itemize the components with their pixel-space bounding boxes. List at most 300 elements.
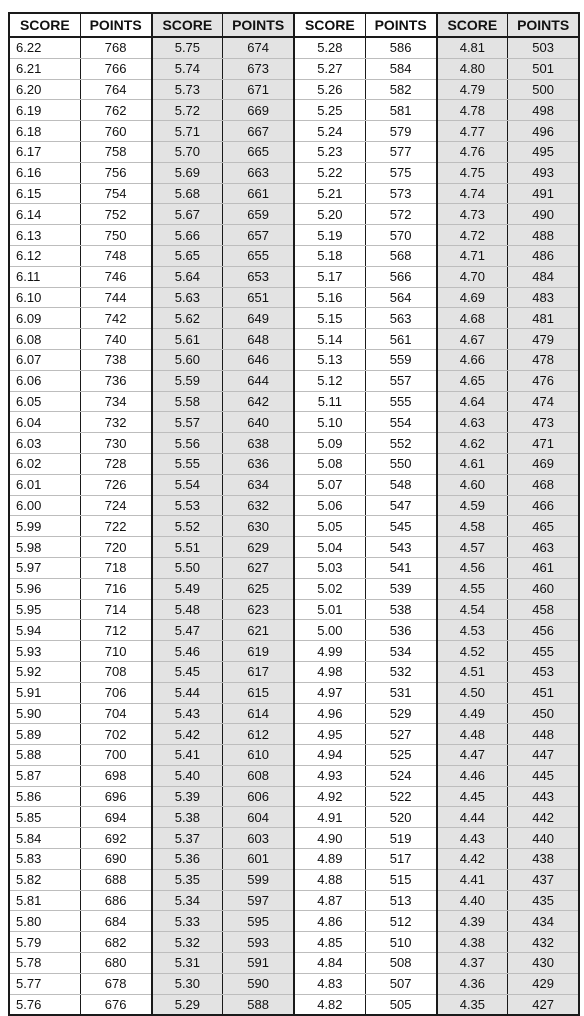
points-cell: 488 <box>508 225 579 246</box>
points-cell: 746 <box>80 266 151 287</box>
points-cell: 638 <box>223 433 294 454</box>
score-cell: 4.49 <box>437 703 508 724</box>
score-cell: 5.20 <box>294 204 365 225</box>
score-cell: 5.78 <box>9 953 80 974</box>
score-cell: 5.58 <box>152 391 223 412</box>
table-row <box>9 849 579 870</box>
score-cell: 5.68 <box>152 183 223 204</box>
score-cell: 4.57 <box>437 537 508 558</box>
points-cell: 581 <box>365 100 436 121</box>
score-cell: 6.17 <box>9 141 80 162</box>
score-cell: 5.40 <box>152 765 223 786</box>
score-cell: 5.22 <box>294 162 365 183</box>
score-cell: 4.91 <box>294 807 365 828</box>
score-cell: 5.48 <box>152 599 223 620</box>
score-cell: 4.45 <box>437 786 508 807</box>
score-cell: 4.65 <box>437 370 508 391</box>
score-cell: 5.60 <box>152 349 223 370</box>
points-cell: 734 <box>80 391 151 412</box>
score-cell: 6.22 <box>9 37 80 58</box>
points-cell: 612 <box>223 724 294 745</box>
points-cell: 550 <box>365 453 436 474</box>
score-cell: 5.29 <box>152 994 223 1015</box>
points-cell: 496 <box>508 121 579 142</box>
score-cell: 5.06 <box>294 495 365 516</box>
points-cell: 648 <box>223 329 294 350</box>
points-cell: 463 <box>508 537 579 558</box>
score-cell: 5.32 <box>152 932 223 953</box>
score-cell: 4.61 <box>437 453 508 474</box>
score-cell: 5.57 <box>152 412 223 433</box>
points-cell: 545 <box>365 516 436 537</box>
points-cell: 515 <box>365 869 436 890</box>
points-cell: 702 <box>80 724 151 745</box>
table-row <box>9 765 579 786</box>
score-cell: 6.18 <box>9 121 80 142</box>
points-cell: 678 <box>80 973 151 994</box>
points-cell: 460 <box>508 578 579 599</box>
score-cell: 6.10 <box>9 287 80 308</box>
points-cell: 456 <box>508 620 579 641</box>
score-cell: 5.74 <box>152 58 223 79</box>
points-cell: 568 <box>365 245 436 266</box>
points-cell: 532 <box>365 661 436 682</box>
score-column-header: SCORE <box>152 13 223 37</box>
score-cell: 4.67 <box>437 329 508 350</box>
score-cell: 4.54 <box>437 599 508 620</box>
score-cell: 5.82 <box>9 869 80 890</box>
points-cell: 595 <box>223 911 294 932</box>
points-cell: 566 <box>365 266 436 287</box>
score-cell: 4.74 <box>437 183 508 204</box>
table-row <box>9 287 579 308</box>
points-cell: 554 <box>365 412 436 433</box>
points-cell: 640 <box>223 412 294 433</box>
score-cell: 5.25 <box>294 100 365 121</box>
score-cell: 5.95 <box>9 599 80 620</box>
points-cell: 507 <box>365 973 436 994</box>
points-cell: 512 <box>365 911 436 932</box>
points-cell: 466 <box>508 495 579 516</box>
table-row <box>9 890 579 911</box>
points-cell: 768 <box>80 37 151 58</box>
points-cell: 597 <box>223 890 294 911</box>
score-cell: 4.53 <box>437 620 508 641</box>
points-cell: 486 <box>508 245 579 266</box>
points-cell: 547 <box>365 495 436 516</box>
score-cell: 4.78 <box>437 100 508 121</box>
score-cell: 4.84 <box>294 953 365 974</box>
points-cell: 728 <box>80 453 151 474</box>
points-cell: 491 <box>508 183 579 204</box>
table-row <box>9 245 579 266</box>
score-cell: 5.37 <box>152 828 223 849</box>
table-row <box>9 557 579 578</box>
table-row <box>9 349 579 370</box>
header-row <box>9 13 579 37</box>
score-cell: 4.52 <box>437 641 508 662</box>
table-row <box>9 391 579 412</box>
points-cell: 469 <box>508 453 579 474</box>
points-cell: 473 <box>508 412 579 433</box>
score-cell: 4.55 <box>437 578 508 599</box>
points-cell: 584 <box>365 58 436 79</box>
score-cell: 4.81 <box>437 37 508 58</box>
points-cell: 434 <box>508 911 579 932</box>
points-cell: 471 <box>508 433 579 454</box>
points-cell: 564 <box>365 287 436 308</box>
score-cell: 5.26 <box>294 79 365 100</box>
score-cell: 6.12 <box>9 245 80 266</box>
table-row <box>9 599 579 620</box>
score-cell: 4.56 <box>437 557 508 578</box>
score-cell: 5.63 <box>152 287 223 308</box>
table-row <box>9 994 579 1015</box>
score-cell: 5.73 <box>152 79 223 100</box>
score-cell: 4.62 <box>437 433 508 454</box>
score-cell: 5.13 <box>294 349 365 370</box>
points-cell: 754 <box>80 183 151 204</box>
score-cell: 5.62 <box>152 308 223 329</box>
points-cell: 642 <box>223 391 294 412</box>
table-row <box>9 121 579 142</box>
score-cell: 6.09 <box>9 308 80 329</box>
table-row <box>9 183 579 204</box>
points-cell: 606 <box>223 786 294 807</box>
points-cell: 636 <box>223 453 294 474</box>
score-cell: 5.77 <box>9 973 80 994</box>
points-cell: 522 <box>365 786 436 807</box>
points-cell: 764 <box>80 79 151 100</box>
score-cell: 4.72 <box>437 225 508 246</box>
points-cell: 579 <box>365 121 436 142</box>
score-cell: 6.16 <box>9 162 80 183</box>
score-cell: 5.30 <box>152 973 223 994</box>
points-cell: 610 <box>223 745 294 766</box>
table-row <box>9 433 579 454</box>
score-cell: 5.86 <box>9 786 80 807</box>
points-cell: 563 <box>365 308 436 329</box>
table-row <box>9 474 579 495</box>
score-cell: 4.73 <box>437 204 508 225</box>
score-cell: 4.98 <box>294 661 365 682</box>
table-row <box>9 661 579 682</box>
score-cell: 5.85 <box>9 807 80 828</box>
score-cell: 6.13 <box>9 225 80 246</box>
score-cell: 5.17 <box>294 266 365 287</box>
points-cell: 479 <box>508 329 579 350</box>
points-cell: 427 <box>508 994 579 1015</box>
points-cell: 557 <box>365 370 436 391</box>
table-row <box>9 932 579 953</box>
points-cell: 490 <box>508 204 579 225</box>
score-cell: 5.92 <box>9 661 80 682</box>
score-cell: 5.02 <box>294 578 365 599</box>
table-row <box>9 578 579 599</box>
points-cell: 505 <box>365 994 436 1015</box>
points-cell: 615 <box>223 682 294 703</box>
points-cell: 430 <box>508 953 579 974</box>
points-column-header: POINTS <box>80 13 151 37</box>
score-cell: 5.03 <box>294 557 365 578</box>
score-cell: 6.14 <box>9 204 80 225</box>
points-cell: 468 <box>508 474 579 495</box>
score-cell: 5.54 <box>152 474 223 495</box>
points-cell: 453 <box>508 661 579 682</box>
score-cell: 5.12 <box>294 370 365 391</box>
score-cell: 4.76 <box>437 141 508 162</box>
points-cell: 663 <box>223 162 294 183</box>
points-cell: 517 <box>365 849 436 870</box>
score-cell: 4.79 <box>437 79 508 100</box>
score-cell: 6.21 <box>9 58 80 79</box>
points-cell: 451 <box>508 682 579 703</box>
table-row <box>9 370 579 391</box>
points-cell: 686 <box>80 890 151 911</box>
score-cell: 4.68 <box>437 308 508 329</box>
score-cell: 5.94 <box>9 620 80 641</box>
points-cell: 762 <box>80 100 151 121</box>
points-cell: 694 <box>80 807 151 828</box>
points-cell: 559 <box>365 349 436 370</box>
score-cell: 5.27 <box>294 58 365 79</box>
score-cell: 5.16 <box>294 287 365 308</box>
score-cell: 4.87 <box>294 890 365 911</box>
points-cell: 690 <box>80 849 151 870</box>
score-cell: 4.44 <box>437 807 508 828</box>
score-cell: 5.84 <box>9 828 80 849</box>
score-cell: 5.39 <box>152 786 223 807</box>
points-cell: 481 <box>508 308 579 329</box>
points-cell: 649 <box>223 308 294 329</box>
score-cell: 5.98 <box>9 537 80 558</box>
score-cell: 4.69 <box>437 287 508 308</box>
points-cell: 603 <box>223 828 294 849</box>
score-cell: 6.20 <box>9 79 80 100</box>
table-row <box>9 225 579 246</box>
points-cell: 632 <box>223 495 294 516</box>
points-cell: 704 <box>80 703 151 724</box>
points-cell: 617 <box>223 661 294 682</box>
score-cell: 5.51 <box>152 537 223 558</box>
table-row <box>9 516 579 537</box>
points-cell: 555 <box>365 391 436 412</box>
points-cell: 443 <box>508 786 579 807</box>
points-cell: 495 <box>508 141 579 162</box>
score-cell: 4.46 <box>437 765 508 786</box>
points-cell: 543 <box>365 537 436 558</box>
points-cell: 724 <box>80 495 151 516</box>
points-cell: 455 <box>508 641 579 662</box>
points-cell: 684 <box>80 911 151 932</box>
score-cell: 5.71 <box>152 121 223 142</box>
points-cell: 593 <box>223 932 294 953</box>
score-cell: 5.46 <box>152 641 223 662</box>
points-cell: 760 <box>80 121 151 142</box>
score-cell: 4.86 <box>294 911 365 932</box>
table-row <box>9 724 579 745</box>
score-cell: 5.44 <box>152 682 223 703</box>
points-cell: 573 <box>365 183 436 204</box>
score-cell: 4.39 <box>437 911 508 932</box>
score-column-header: SCORE <box>294 13 365 37</box>
points-cell: 614 <box>223 703 294 724</box>
score-cell: 5.09 <box>294 433 365 454</box>
score-cell: 4.95 <box>294 724 365 745</box>
points-cell: 608 <box>223 765 294 786</box>
score-cell: 5.33 <box>152 911 223 932</box>
score-cell: 5.41 <box>152 745 223 766</box>
points-cell: 524 <box>365 765 436 786</box>
score-cell: 6.07 <box>9 349 80 370</box>
score-cell: 4.36 <box>437 973 508 994</box>
score-cell: 5.24 <box>294 121 365 142</box>
score-cell: 4.38 <box>437 932 508 953</box>
points-cell: 493 <box>508 162 579 183</box>
points-cell: 726 <box>80 474 151 495</box>
table-row <box>9 786 579 807</box>
points-cell: 445 <box>508 765 579 786</box>
points-cell: 671 <box>223 79 294 100</box>
score-cell: 4.35 <box>437 994 508 1015</box>
score-cell: 5.05 <box>294 516 365 537</box>
points-cell: 748 <box>80 245 151 266</box>
points-column-header: POINTS <box>365 13 436 37</box>
score-cell: 5.53 <box>152 495 223 516</box>
score-column-header: SCORE <box>9 13 80 37</box>
score-cell: 4.42 <box>437 849 508 870</box>
score-cell: 5.42 <box>152 724 223 745</box>
points-cell: 625 <box>223 578 294 599</box>
score-cell: 5.14 <box>294 329 365 350</box>
score-cell: 5.59 <box>152 370 223 391</box>
score-cell: 6.00 <box>9 495 80 516</box>
score-cell: 6.02 <box>9 453 80 474</box>
points-cell: 503 <box>508 37 579 58</box>
table-row <box>9 308 579 329</box>
score-cell: 5.43 <box>152 703 223 724</box>
points-cell: 708 <box>80 661 151 682</box>
points-cell: 588 <box>223 994 294 1015</box>
score-cell: 4.71 <box>437 245 508 266</box>
points-cell: 539 <box>365 578 436 599</box>
points-cell: 655 <box>223 245 294 266</box>
points-cell: 692 <box>80 828 151 849</box>
score-cell: 4.93 <box>294 765 365 786</box>
score-cell: 4.89 <box>294 849 365 870</box>
score-cell: 5.69 <box>152 162 223 183</box>
points-cell: 604 <box>223 807 294 828</box>
points-cell: 673 <box>223 58 294 79</box>
points-cell: 756 <box>80 162 151 183</box>
score-cell: 5.89 <box>9 724 80 745</box>
score-cell: 5.91 <box>9 682 80 703</box>
points-cell: 742 <box>80 308 151 329</box>
points-cell: 591 <box>223 953 294 974</box>
score-cell: 5.67 <box>152 204 223 225</box>
table-row <box>9 141 579 162</box>
points-cell: 712 <box>80 620 151 641</box>
points-cell: 667 <box>223 121 294 142</box>
score-cell: 5.21 <box>294 183 365 204</box>
points-cell: 442 <box>508 807 579 828</box>
score-cell: 5.76 <box>9 994 80 1015</box>
points-cell: 548 <box>365 474 436 495</box>
score-cell: 5.96 <box>9 578 80 599</box>
table-row <box>9 620 579 641</box>
points-cell: 599 <box>223 869 294 890</box>
table-row <box>9 953 579 974</box>
points-cell: 700 <box>80 745 151 766</box>
score-cell: 5.56 <box>152 433 223 454</box>
score-column-header: SCORE <box>437 13 508 37</box>
score-cell: 5.18 <box>294 245 365 266</box>
table-row <box>9 412 579 433</box>
score-cell: 5.00 <box>294 620 365 641</box>
score-cell: 4.82 <box>294 994 365 1015</box>
points-cell: 696 <box>80 786 151 807</box>
points-cell: 722 <box>80 516 151 537</box>
points-cell: 534 <box>365 641 436 662</box>
points-cell: 766 <box>80 58 151 79</box>
table-row <box>9 745 579 766</box>
points-cell: 586 <box>365 37 436 58</box>
score-cell: 5.35 <box>152 869 223 890</box>
table-row <box>9 869 579 890</box>
score-cell: 5.80 <box>9 911 80 932</box>
points-cell: 623 <box>223 599 294 620</box>
points-cell: 718 <box>80 557 151 578</box>
score-cell: 5.50 <box>152 557 223 578</box>
points-cell: 429 <box>508 973 579 994</box>
score-cell: 5.64 <box>152 266 223 287</box>
score-cell: 5.75 <box>152 37 223 58</box>
table-row <box>9 204 579 225</box>
score-cell: 4.64 <box>437 391 508 412</box>
points-cell: 630 <box>223 516 294 537</box>
score-cell: 6.01 <box>9 474 80 495</box>
score-cell: 5.90 <box>9 703 80 724</box>
points-cell: 661 <box>223 183 294 204</box>
points-cell: 561 <box>365 329 436 350</box>
score-cell: 4.77 <box>437 121 508 142</box>
score-points-table <box>8 12 580 1016</box>
points-column-header: POINTS <box>223 13 294 37</box>
score-cell: 5.66 <box>152 225 223 246</box>
points-cell: 531 <box>365 682 436 703</box>
points-cell: 659 <box>223 204 294 225</box>
score-cell: 5.55 <box>152 453 223 474</box>
table-row <box>9 703 579 724</box>
points-cell: 520 <box>365 807 436 828</box>
points-cell: 510 <box>365 932 436 953</box>
score-cell: 4.59 <box>437 495 508 516</box>
score-cell: 4.97 <box>294 682 365 703</box>
score-cell: 4.50 <box>437 682 508 703</box>
score-cell: 4.66 <box>437 349 508 370</box>
points-cell: 688 <box>80 869 151 890</box>
score-cell: 4.96 <box>294 703 365 724</box>
score-cell: 5.99 <box>9 516 80 537</box>
table-row <box>9 807 579 828</box>
points-cell: 629 <box>223 537 294 558</box>
points-cell: 644 <box>223 370 294 391</box>
points-cell: 601 <box>223 849 294 870</box>
points-cell: 698 <box>80 765 151 786</box>
score-cell: 4.63 <box>437 412 508 433</box>
table-row <box>9 79 579 100</box>
score-cell: 6.05 <box>9 391 80 412</box>
